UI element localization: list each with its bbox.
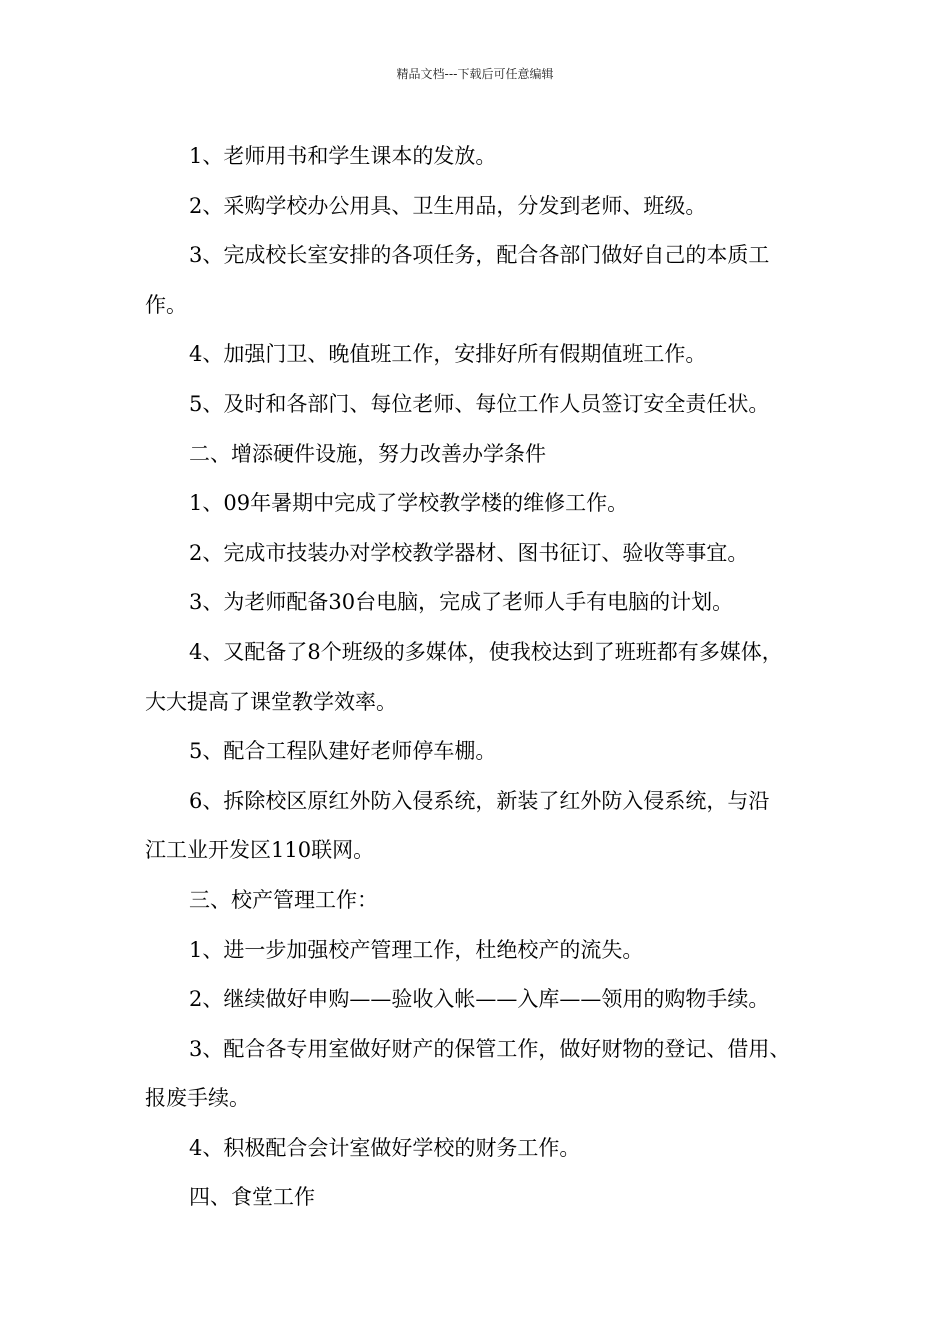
- list-item: 6、拆除校区原红外防入侵系统，新装了红外防入侵系统，与沿: [189, 788, 770, 813]
- list-item: 2、完成市技装办对学校教学器材、图书征订、验收等事宜。: [189, 540, 749, 565]
- list-item-continuation: 作。: [145, 292, 187, 317]
- list-item-continuation: 大大提高了课堂教学效率。: [145, 689, 397, 714]
- list-item: 4、积极配合会计室做好学校的财务工作。: [189, 1135, 581, 1160]
- list-item: 5、配合工程队建好老师停车棚。: [189, 739, 497, 764]
- document-body: [145, 132, 825, 1223]
- section-heading: 四、食堂工作: [189, 1185, 315, 1210]
- list-item: 3、配合各专用室做好财产的保管工作，做好财物的登记、借用、: [189, 1036, 791, 1061]
- page-header: 精品文档---下载后可任意编辑: [396, 67, 554, 81]
- list-item: 1、09年暑期中完成了学校教学楼的维修工作。: [189, 491, 629, 516]
- list-item: 3、为老师配备30台电脑，完成了老师人手有电脑的计划。: [189, 590, 734, 615]
- section-heading: 三、校产管理工作：: [189, 887, 378, 912]
- list-item: 2、继续做好申购——验收入帐——入库——领用的购物手续。: [189, 987, 770, 1012]
- list-item-continuation: 江工业开发区110联网。: [145, 838, 375, 863]
- list-item: 1、进一步加强校产管理工作，杜绝校产的流失。: [189, 937, 644, 962]
- list-item: 4、加强门卫、晚值班工作，安排好所有假期值班工作。: [189, 342, 707, 367]
- list-item: 5、及时和各部门、每位老师、每位工作人员签订安全责任状。: [189, 391, 770, 416]
- list-item-continuation: 报废手续。: [145, 1086, 250, 1111]
- section-heading: 二、增添硬件设施，努力改善办学条件: [189, 441, 546, 466]
- list-item: 2、采购学校办公用具、卫生用品，分发到老师、班级。: [189, 193, 707, 218]
- list-item: 1、老师用书和学生课本的发放。: [189, 144, 497, 168]
- list-item: 4、又配备了8个班级的多媒体，使我校达到了班班都有多媒体，: [189, 639, 783, 664]
- list-item: 3、完成校长室安排的各项任务，配合各部门做好自己的本质工: [189, 243, 770, 268]
